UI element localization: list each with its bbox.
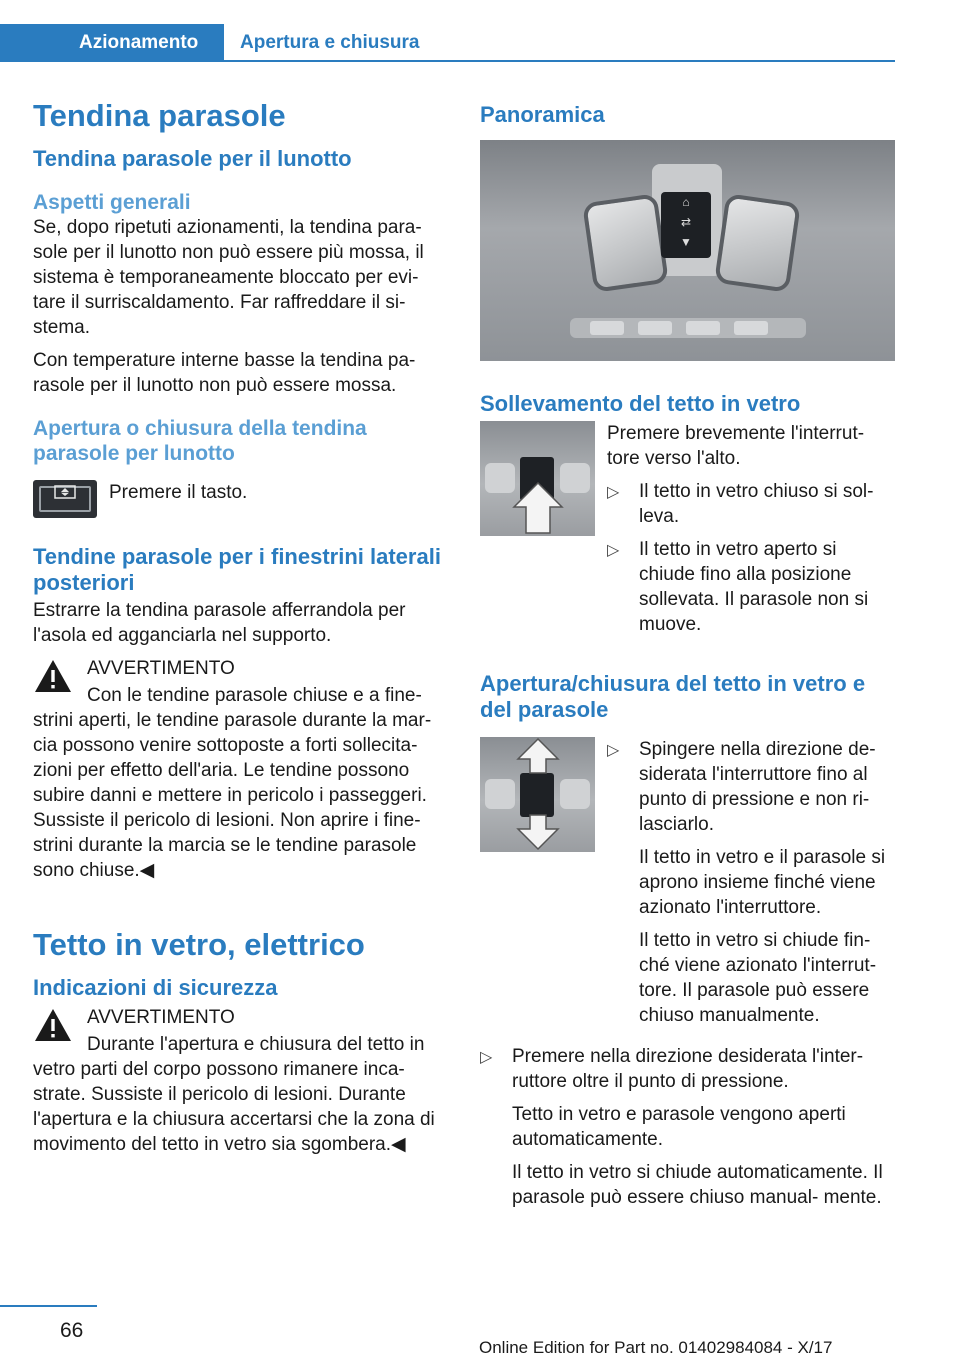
warning-1-text — [33, 683, 448, 883]
open-close-item-1-text: Spingere nella direzione de‐ siderata l'interruttore fino al punto di pressione e non ri‐ lasciarlo. — [639, 739, 876, 835]
heading-overview: Panoramica — [480, 102, 605, 127]
paragraph-low-temp: Con temperature interne basse la tendina pa‐ rasole per il lunotto non può essere mossa. — [33, 350, 416, 396]
warning-1-first-line: Con le tendine parasole chiuse e a fine‐ — [87, 685, 422, 706]
warning-triangle-icon — [33, 658, 73, 694]
warning-triangle-icon — [33, 1007, 73, 1043]
paragraph-general: Se, dopo ripetuti azionamenti, la tendina para‐ sole per il lunotto non può essere più mossa, il sistema è temporaneamente bloccato per evi‐ tare il surriscaldamento. Far raffreddare il si‐ stema. — [33, 217, 424, 338]
arrow-up-icon — [510, 481, 566, 535]
page-header — [0, 0, 895, 62]
warning-2-first-line: Durante l'apertura e chiusura del tetto in — [87, 1034, 425, 1055]
heading-general: Aspetti generali — [33, 191, 191, 214]
switch-up-photo — [480, 421, 595, 536]
open-close-item-2-p2: Tetto in vetro e parasole vengono aperti automaticamente. — [512, 1104, 846, 1150]
heading-glass-roof: Tetto in vetro, elettrico — [33, 927, 365, 962]
open-close-item-2 — [480, 1044, 895, 1210]
footer-rule — [0, 1305, 97, 1307]
roof-switch-icon: ⌂ ⇄ ▼ — [661, 192, 711, 258]
warning-2-rest: vetro parti del corpo possono rimanere inca‐ strate. Sussiste il pericolo di lesioni. Durante l'apertura e la chiusura accertarsi che la zona di movimento del tetto in vetro sia sgombera.◀ — [33, 1059, 435, 1155]
arrow-updown-icon — [514, 737, 562, 852]
left-column — [33, 96, 448, 1165]
tab-apertura-chiusura[interactable]: Apertura e chiusura — [240, 32, 420, 53]
heading-rear-sunblind: Tendina parasole per il lunotto — [33, 146, 352, 171]
page-number: 66 — [60, 1319, 84, 1342]
warning-2-head: AVVERTIMENTO — [87, 1007, 235, 1028]
warning-block-2 — [33, 1005, 448, 1157]
roof-console-photo — [480, 140, 895, 361]
raise-item-2-text: Il tetto in vetro aperto si chiude fino alla posizione sollevata. Il parasole non si muove. — [639, 539, 869, 635]
raise-row — [480, 421, 895, 645]
warning-block-1 — [33, 656, 448, 883]
open-close-item-2-text: Premere nella direzione desiderata l'inter‐ ruttore oltre il punto di pressione. — [512, 1046, 864, 1092]
heading-safety: Indicazioni di sicurezza — [33, 975, 278, 1000]
raise-item-2 — [607, 537, 895, 637]
heading-tendina-parasole: Tendina parasole — [33, 98, 286, 133]
switch-updown-photo — [480, 737, 595, 852]
warning-1-head: AVVERTIMENTO — [87, 658, 235, 679]
edition-line: Online Edition for Part no. 01402984084 - X/17 — [479, 1338, 833, 1357]
list-marker-icon: ▷ — [607, 742, 620, 759]
open-close-item-2-p3: Il tetto in vetro si chiude automaticamente. Il parasole può essere chiuso manual‐ mente. — [512, 1162, 883, 1208]
warning-2-text — [33, 1032, 448, 1157]
open-close-item-1-p3: Il tetto in vetro si chiude fin‐ ché viene azionato l'interrut‐ tore. Il parasole può essere chiuso manualmente. — [639, 930, 877, 1026]
open-close-item-1-p2: Il tetto in vetro e il parasole si aprono insieme finché viene azionato l'interruttore. — [639, 847, 886, 918]
raise-item-1 — [607, 479, 895, 529]
list-marker-icon: ▷ — [480, 1049, 493, 1066]
heading-open-close-sunblind: Apertura o chiusura della tendina parasole per lunotto — [33, 417, 367, 465]
press-key-text: Premere il tasto. — [109, 482, 248, 503]
raise-item-1-text: Il tetto in vetro chiuso si sol‐ leva. — [639, 481, 874, 527]
tab-azionamento[interactable]: Azionamento — [0, 24, 224, 62]
open-close-item-1 — [607, 737, 895, 1028]
heading-side-sunblinds: Tendine parasole per i finestrini laterali posteriori — [33, 544, 441, 595]
open-close-row — [480, 737, 895, 1036]
sunblind-key-icon — [33, 480, 97, 518]
warning-1-rest: strini aperti, le tendine parasole durante la mar‐ cia possono venire sottoposte a forti sollecita‐ zioni per effetto dell'aria. Le tendine possono subire danni e mettere in pericolo i passeggeri. Sussiste il pericolo di lesioni. Non aprire i fine‐ strini durante la marcia se le tendine parasole sono chiuse.◀ — [33, 710, 432, 881]
list-marker-icon: ▷ — [607, 484, 620, 501]
press-key-row — [33, 478, 448, 518]
heading-open-close-roof: Apertura/chiusura del tetto in vetro e del parasole — [480, 671, 866, 722]
list-marker-icon: ▷ — [607, 542, 620, 559]
header-rule — [224, 60, 895, 62]
heading-raise-roof: Sollevamento del tetto in vetro — [480, 391, 801, 416]
paragraph-side-sunblinds: Estrarre la tendina parasole afferrandola per l'asola ed agganciarla nel supporto. — [33, 600, 406, 646]
right-column — [480, 96, 895, 1218]
raise-text: Premere brevemente l'interrut‐ tore verso l'alto. — [607, 423, 865, 469]
